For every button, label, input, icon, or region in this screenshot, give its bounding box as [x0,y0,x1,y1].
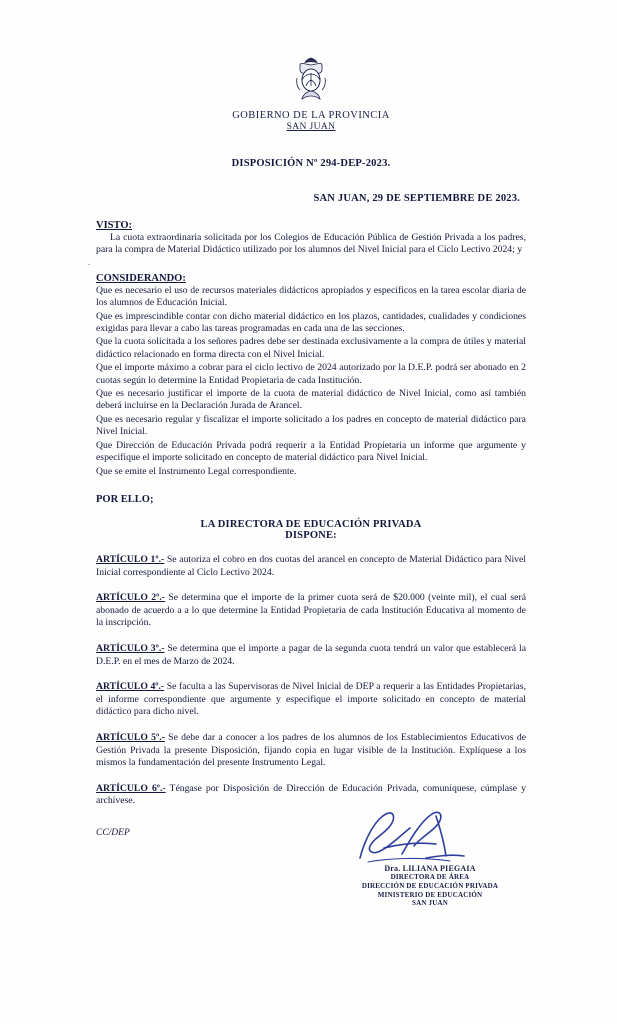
considerando-paragraph: Que la cuota solicitada a los señores padres debe ser destinada exclusivamente a la compra de útiles y material didáctico relacionado en forma directa con el Nivel Inicial. [96,336,526,360]
dispone-label: DISPONE: [285,529,337,541]
article-item [96,681,526,719]
considerando-paragraph: Que es necesario regular y fiscalizar el importe solicitado a los padres en concepto de material didáctico para Nivel Inicial. [96,413,526,438]
disposition-number: DISPOSICIÓN Nº 294-DEP-2023. [231,158,391,169]
article-item [96,732,526,770]
handwritten-signature-icon [340,806,490,873]
document-content [96,0,526,838]
article-text: Se determina que el importe a pagar de la segunda cuota tendrá un valor que establecerá la D.E.P. en el mes de Marzo de 2024. [96,642,527,667]
signer-role-line: DIRECCIÓN DE EDUCACIÓN PRIVADA [361,881,499,890]
article-item [96,592,526,630]
considerando-paragraph: Que se emite el Instrumento Legal correspondiente. [96,465,297,477]
signer-role-line: SAN JUAN [411,899,449,908]
argentina-coat-of-arms-icon [294,56,328,104]
signer-name: Dra. LILIANA PIEGAIA [384,864,476,873]
article-item [96,643,526,668]
crest-container [96,0,526,104]
article-item [96,554,526,579]
article-lead: ARTÍCULO 5º.- [96,732,165,743]
cc-note: CC/DEP [96,828,130,839]
considerando-paragraph: Que es necesario el uso de recursos materiales didácticos apropiados y específicos en la tarea escolar diaria de los alumnos de Educación Inicial. [96,284,526,309]
article-lead: ARTÍCULO 1º.- [96,553,165,565]
considerando-label: CONSIDERANDO: [96,272,186,284]
article-lead: ARTÍCULO 6º.- [96,782,166,794]
signer-role-line: MINISTERIO DE EDUCACIÓN [377,890,483,899]
article-lead: ARTÍCULO 3º.- [96,642,165,654]
article-text: Se faculta a las Supervisoras de Nivel Inicial de DEP a requerir a las Entidades Propietarias, el informe correspondiente que argumente y especifique el importe solicitado en concepto de material didáctico para dicho nivel. [96,681,527,718]
visto-text: La cuota extraordinaria solicitada por los Colegios de Educación Pública de Gestión Privada a los padres, para la compra de Material Didáctico utilizado por los alumnos del Nivel Inicial para el Ciclo Lectivo 2024; y [96,232,526,256]
article-text: Se debe dar a conocer a los padres de los alumnos de los Establecimientos Educativos de Gestión Privada la presente Disposición, fijando copia en lugar visible de la Institución. Explíquese a los mismos la fundamentación del presente Instrumento Legal. [96,732,526,769]
authority-line: LA DIRECTORA DE EDUCACIÓN PRIVADA [200,518,422,530]
visto-label: VISTO: [96,220,132,231]
place-and-date: SAN JUAN, 29 DE SEPTIEMBRE DE 2023. [313,193,520,204]
province-name: SAN JUAN [286,122,336,132]
article-lead: ARTÍCULO 2º.- [96,592,165,604]
signer-role-line: DIRECTORA DE ÁREA [390,873,470,881]
article-text: Se determina que el importe de la primer cuota será de $20.000 (veinte mil), el cual será abonado de acuerdo a a lo que determine la Entidad Propietaria de cada Institución Educativa al momento de la inscripción. [96,592,526,629]
considerando-paragraph: Que es necesario justificar el importe de la cuota de material didáctico de Nivel Inicial, como así también deberá incluirse en la Declaración Jurada de Arancel. [96,388,526,412]
article-text: Téngase por Disposición de Dirección de Educación Privada, comuníquese, cúmplase y archívese. [96,782,527,807]
government-title: GOBIERNO DE LA PROVINCIA [232,110,390,121]
considerando-paragraph: Que el importe máximo a cobrar para el ciclo lectivo de 2024 autorizado por la D.E.P. podrá ser abonado en 2 cuotas según lo determine la Entidad Propietaria de cada Institución. [96,362,526,386]
considerando-paragraph: Que es imprescindible contar con dicho material didáctico en los plazos, cantidades, cualidades y condiciones exigidas para llevar a cabo las tareas programadas en cada una de las secciones. [96,310,526,335]
article-item [96,783,526,808]
margin-mark: . [88,258,90,267]
article-text: Se autoriza el cobro en dos cuotas del arancel en concepto de Material Didáctico para Nivel Inicial correspondiente al Ciclo Lectivo 2024. [96,553,526,578]
considerando-paragraph: Que Dirección de Educación Privada podrá requerir a la Entidad Propietaria un informe que argumente y especifique el importe solicitado en concepto de material didáctico para Nivel Inicial. [96,439,526,464]
article-lead: ARTÍCULO 4º.- [96,681,165,693]
por-ello-label: POR ELLO; [96,493,154,505]
signature-block [330,810,530,908]
